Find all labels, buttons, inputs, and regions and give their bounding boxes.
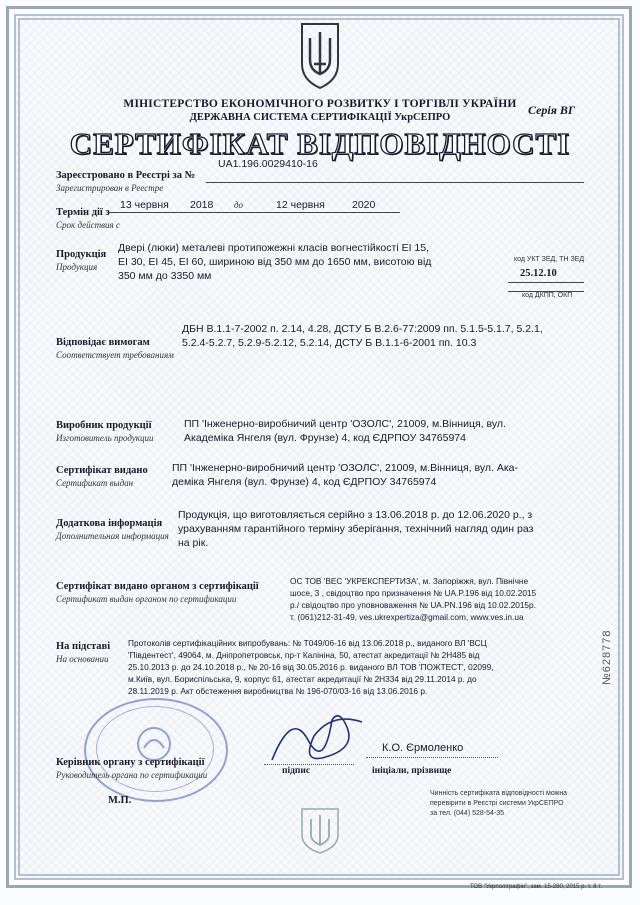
signature-caption: підпис: [282, 766, 311, 776]
valid-to-day: 12 червня: [276, 199, 325, 211]
requirements-label: Відповідає вимогам: [56, 337, 150, 348]
requirements-text-2: 5.2.4-5.2.7, 5.2.9-5.2.12, 5.2.14, ДСТУ Б В.1.1-6-2001 пп. 10.3: [182, 337, 477, 349]
requirements-sub: Соответствует требованиям: [56, 350, 174, 360]
series-label: Серія ВГ: [528, 103, 576, 117]
coat-of-arms-icon: [296, 20, 344, 92]
watermark-trident-icon: [298, 805, 342, 855]
signature-line: [264, 764, 354, 765]
additional-text-3: на рік.: [178, 537, 209, 549]
additional-label: Додаткова інформація: [56, 518, 163, 529]
registry-line: [206, 182, 584, 183]
manufacturer-label: Виробник продукції: [56, 420, 152, 431]
cert-body-label: Сертифікат видано органом з сертифікації: [56, 581, 259, 592]
valid-to-word: до: [234, 200, 244, 210]
valid-from-day: 13 червня: [120, 199, 169, 211]
cert-body-text-3: р./ свідоцтво про уповноваження № UA.PN.196 від 10.02.2015р.: [290, 600, 536, 610]
system-heading: ДЕРЖАВНА СИСТЕМА СЕРТИФІКАЦІЇ УкрСЕПРО: [189, 112, 451, 123]
stamp-place-label: М.П.: [108, 795, 132, 806]
signatory-label: Керівник органу з сертифікації: [56, 757, 205, 768]
serial-stamp-number: №628778: [601, 629, 613, 685]
code-label: код УКТ ЗЕД, ТН ЗЕД: [514, 256, 585, 263]
printer-info: ТОВ "Укрполіграфін", зам. 15-280, 2015 р. т. 8 т.: [470, 884, 602, 890]
registry-label: Зареєстровано в Реєстрі за №: [56, 170, 196, 181]
product-text-3: 350 мм до 3350 мм: [118, 270, 212, 282]
footer-note-2: перевірити в Реєстрі системи УкрСЕПРО: [430, 800, 564, 807]
footer-note-3: за тел. (044) 528-54-35: [430, 810, 505, 817]
product-label: Продукція: [56, 249, 107, 260]
code-value: 25.12.10: [520, 268, 557, 279]
document-title: СЕРТИФІКАТ ВІДПОВІДНОСТІ: [69, 126, 571, 161]
signatory-sub: Руководитель органа по сертификации: [56, 770, 208, 780]
cert-body-text-2: шосе, 3 , свідоцтво про призначення № UA.P.196 від 10.02.2015: [290, 588, 537, 598]
validity-line: [108, 212, 400, 213]
code2-label: код ДКПП, ОКП: [522, 292, 573, 299]
manufacturer-text-2: Академіка Янгеля (вул. Фрунзе) 4, код ЄДРПОУ 34765974: [184, 432, 466, 444]
basis-text-4: м.Київ, вул. Бориспільська, 9, корпус 61, атестат акредитації № 2Н334 від 29.11.2014 р. до: [128, 674, 477, 684]
issued-to-sub: Сертификат выдан: [56, 478, 134, 488]
registration-number: UA1.196.0029410-16: [218, 158, 318, 170]
product-text-1: Двері (люки) металеві протипожежні класів вогнестійкості EI 15,: [118, 242, 430, 254]
issued-to-label: Сертифікат видано: [56, 465, 148, 476]
additional-text-2: урахуванням гарантійного терміну зберігання, технічний нагляд один раз: [178, 523, 534, 535]
manufacturer-sub: Изготовитель продукции: [56, 433, 154, 443]
valid-from-year: 2018: [190, 199, 214, 211]
signatory-name: К.О. Єрмоленко: [382, 742, 464, 754]
ministry-heading: МІНІСТЕРСТВО ЕКОНОМІЧНОГО РОЗВИТКУ І ТОРГІВЛІ УКРАЇНИ: [123, 98, 517, 110]
issued-to-text-2: деміка Янгеля (вул. Фрунзе) 4, код ЄДРПОУ 34765974: [172, 476, 437, 488]
basis-text-2: 'Південтест', 49064, м. Дніпропетровськ, пр-т Калініна, 50, атестат акредитації № 2Н485 від: [128, 650, 480, 660]
product-sub: Продукция: [56, 262, 98, 272]
basis-text-5: 28.11.2019 р. Акт обстеження виробництва № 196-070/03-16 від 13.06.2016 р.: [128, 686, 428, 696]
manufacturer-text-1: ПП 'Інженерно-виробничий центр 'ОЗОЛС', 21009, м.Вінниця, вул.: [184, 418, 506, 430]
issued-to-text-1: ПП 'Інженерно-виробничий центр 'ОЗОЛС', 21009, м.Вінниця, вул. Ака-: [172, 462, 518, 474]
product-text-2: EI 30, EI 45, EI 60, шириною від 350 мм до 1650 мм, висотою від: [118, 256, 432, 268]
basis-text-1: Протоколів сертифікаційних випробувань: № T049/06-16 від 13.06.2018 р., виданого ВЛ 'ВСЦ: [128, 638, 487, 648]
handwritten-signature: [262, 700, 372, 770]
name-caption: ініціали, прізвище: [372, 766, 452, 776]
footer-note-1: Чинність сертифіката відповідності можна: [430, 790, 568, 797]
basis-text-3: 25.10.2013 р. до 24.10.2018 р., № 20-16 від 30.05.2016 р. виданого ВЛ ТОВ 'ПОЖТЕСТ', 02099,: [128, 662, 494, 672]
name-line: [366, 757, 498, 758]
cert-body-sub: Сертификат выдан органом по сертификации: [56, 594, 237, 604]
cert-body-text-1: ОС ТОВ 'ВЕС 'УКРЕКСПЕРТИЗА', м. Запоріжжя, вул. Північне: [290, 576, 529, 586]
valid-to-year: 2020: [352, 199, 376, 211]
additional-text-1: Продукція, що виготовляється серійно з 13.06.2018 р. до 12.06.2020 р., з: [178, 509, 533, 521]
cert-body-text-4: т. (061)212-31-49, ves.ukrexpertiza@gmail.com, www.ves.in.ua: [290, 612, 524, 622]
requirements-text-1: ДБН В.1.1-7-2002 п. 2.14, 4.28, ДСТУ Б В.2.6-77:2009 пп. 5.1.5-5.1.7, 5.2.1,: [182, 323, 543, 335]
basis-sub: На основании: [56, 654, 109, 664]
additional-sub: Дополнительная информация: [56, 531, 169, 541]
basis-label: На підставі: [56, 641, 111, 652]
validity-label: Термін дії з: [56, 207, 110, 218]
registry-sub: Зарегистрирован в Реестре: [56, 183, 164, 193]
validity-sub: Срок действия с: [56, 220, 120, 230]
code-line: [508, 282, 584, 283]
